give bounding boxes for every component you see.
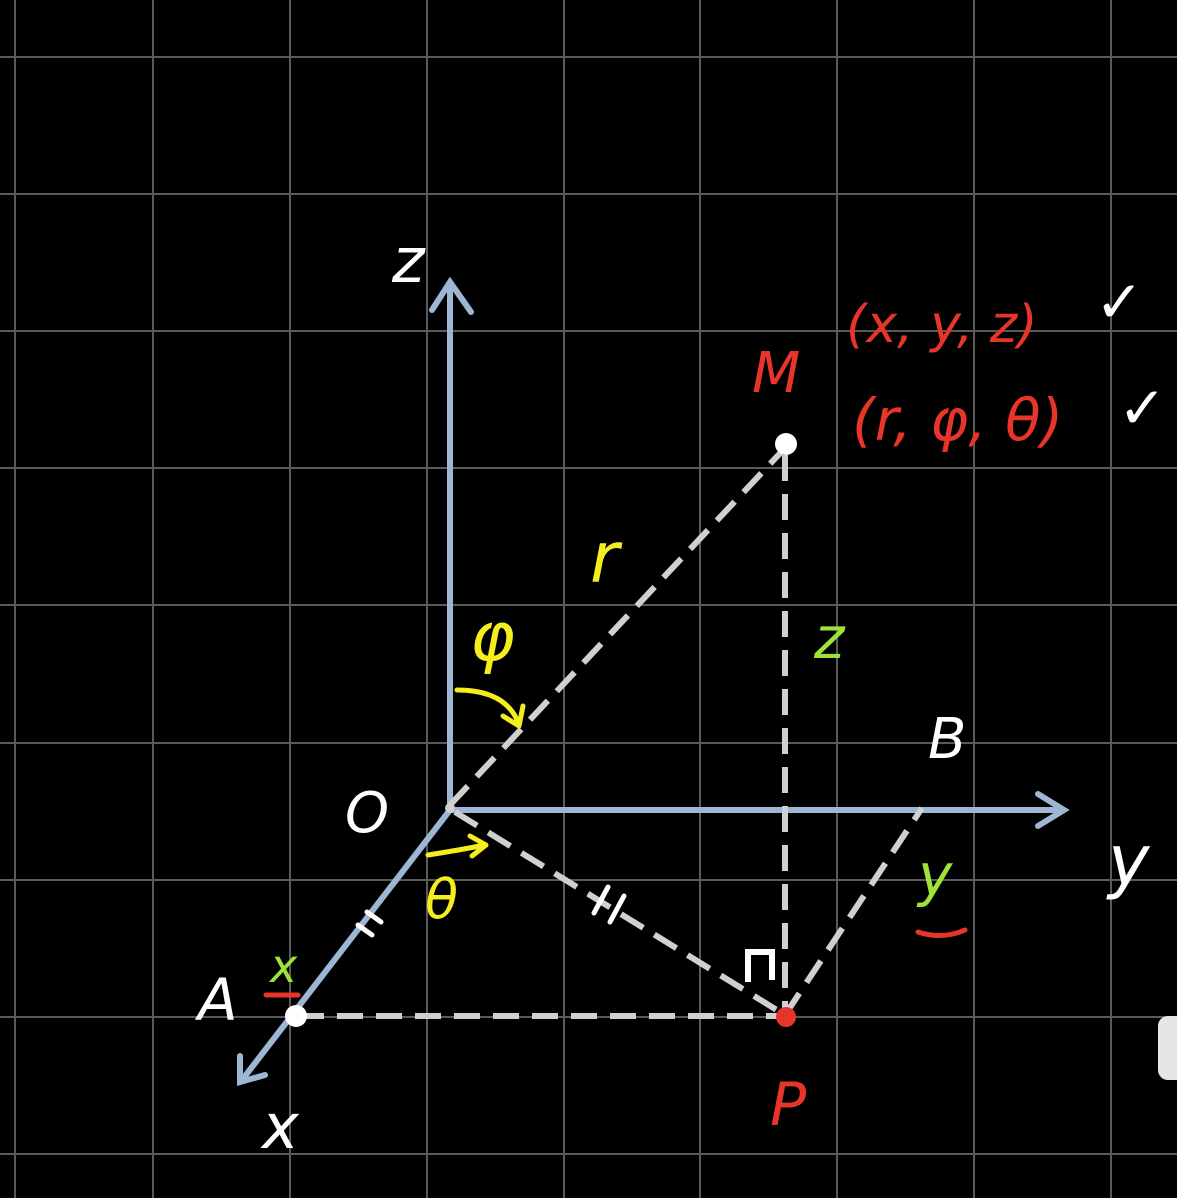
point-P-label: P — [770, 1070, 807, 1140]
x-axis-label: x — [262, 1090, 299, 1163]
scroll-handle[interactable] — [1158, 1016, 1177, 1080]
cartesian-checkmark: ✓ — [1095, 268, 1144, 336]
point-A-label: A — [198, 966, 238, 1034]
z-axis-label: z — [392, 224, 425, 297]
origin-label: O — [345, 781, 390, 846]
segment-PB — [785, 808, 922, 1015]
theta-angle-label: θ — [425, 868, 459, 931]
projection-segment-OP — [455, 812, 785, 1015]
z-axis — [432, 282, 471, 805]
right-angle-marker — [748, 952, 772, 982]
point-A — [285, 1005, 307, 1027]
phi-angle-label: φ — [470, 598, 515, 677]
y-axis-label: y — [1108, 820, 1150, 902]
point-M-label: M — [752, 341, 801, 406]
point-P — [776, 1007, 796, 1027]
height-label: z — [814, 604, 845, 672]
y-axis — [450, 794, 1064, 826]
point-B-label: B — [928, 707, 967, 772]
point-M — [775, 433, 797, 455]
x-coordinate-label: x — [270, 939, 298, 993]
y-coordinate-underline — [918, 930, 965, 936]
spherical-coordinates: (r, φ, θ) — [852, 386, 1064, 454]
spherical-checkmark: ✓ — [1118, 374, 1167, 442]
y-coordinate-label: y — [918, 841, 953, 909]
radius-label: r — [590, 517, 619, 599]
point-O — [445, 803, 455, 813]
cartesian-coordinates: (x, y, z) — [846, 295, 1038, 355]
